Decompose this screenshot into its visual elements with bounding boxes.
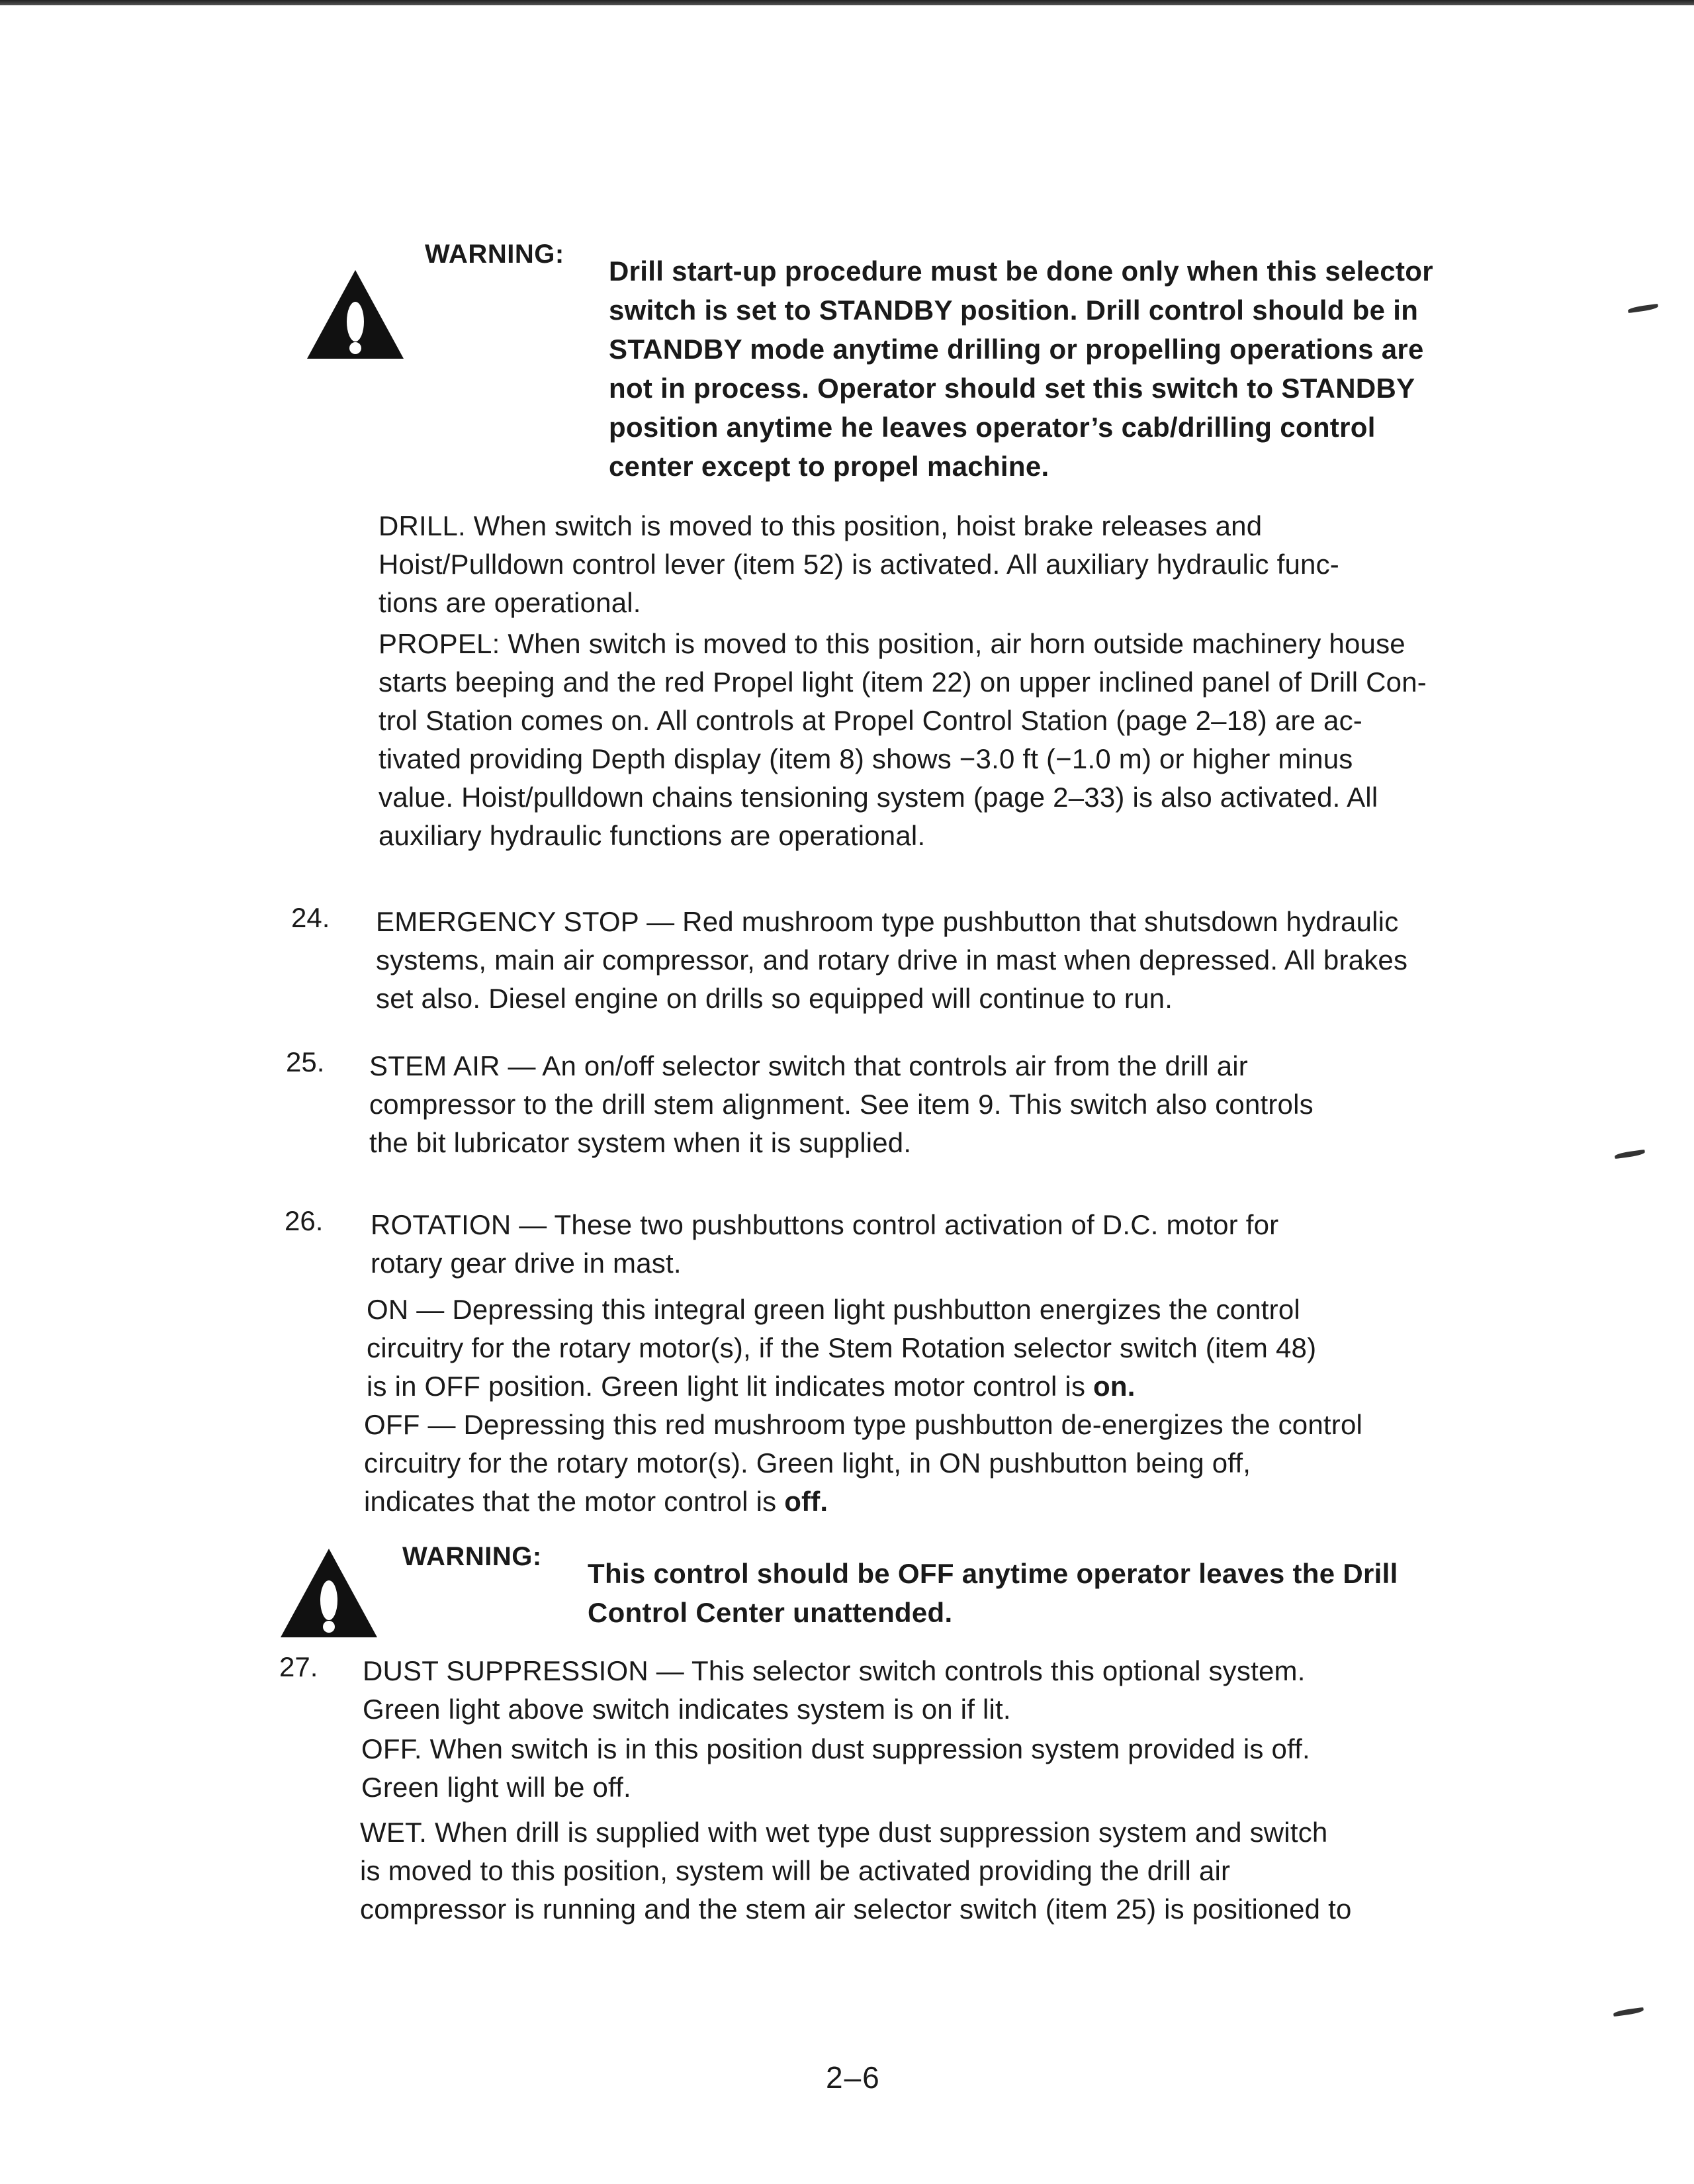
page-number: 2–6	[826, 2060, 881, 2095]
emergency-stop-paragraph: EMERGENCY STOP — Red mushroom type pushbutton that shutsdown hydraulic systems, main air compressor, and rotary drive in mast when depressed. All brakes set also. Diesel engine on drills so equipped will continue to run.	[376, 906, 1408, 1014]
margin-mark	[1613, 2007, 1644, 2017]
margin-mark	[1628, 304, 1659, 313]
margin-mark	[1615, 1150, 1646, 1159]
rotation-paragraph: ROTATION — These two pushbuttons control activation of D.C. motor for rotary gear drive in mast.	[371, 1209, 1279, 1279]
stem-air-paragraph: STEM AIR — An on/off selector switch that controls air from the drill air compressor to the drill stem alignment. See item 9. This switch also controls the bit lubricator system when it is supplied.	[369, 1050, 1314, 1158]
drill-paragraph: DRILL. When switch is moved to this position, hoist brake releases and Hoist/Pulldown control lever (item 52) is activated. All auxiliary hydraulic func- tions are operational.	[379, 510, 1339, 618]
rotation-off-paragraph: OFF — Depressing this red mushroom type pushbutton de-energizes the control circuitry for the rotary motor(s). Green light, in ON pushbutton being off, indicates that the motor control is off.	[364, 1409, 1363, 1517]
item-number: 25.	[286, 1046, 325, 1077]
warning-triangle-icon	[278, 1546, 380, 1640]
warning-text: Drill start-up procedure must be done only when this selector switch is set to STANDBY position. Drill control should be in STANDBY mode anytime drilling or propelling operations are not in process. Operator should set this switch to STANDBY position anytime he leaves operator’s cab/drilling control center except to propel machine.	[609, 255, 1433, 482]
dust-off-paragraph: OFF. When switch is in this position dust suppression system provided is off. Green light will be off.	[361, 1733, 1310, 1803]
dust-wet-paragraph: WET. When drill is supplied with wet type dust suppression system and switch is moved to this position, system will be activated providing the drill air compressor is running and the stem air selector switch (item 25) is positioned to	[360, 1817, 1352, 1925]
warning-label: WARNING:	[402, 1542, 542, 1571]
dust-suppression-paragraph: DUST SUPPRESSION — This selector switch controls this optional system. Green light above switch indicates system is on if lit.	[363, 1655, 1306, 1725]
warning-label: WARNING:	[425, 240, 564, 269]
item-number: 26.	[285, 1205, 324, 1236]
item-number: 27.	[279, 1651, 318, 1682]
propel-paragraph: PROPEL: When switch is moved to this position, air horn outside machinery house starts beeping and the red Propel light (item 22) on upper inclined panel of Drill Con- trol Station comes on. All controls at Propel Control Station (page 2–18) are ac- tivated providing Depth display (item 8) shows −3.0 ft (−1.0 m) or higher minus value. Hoist/pulldown chains tensioning system (page 2–33) is also activated. All auxiliary hydraulic functions are operational.	[379, 628, 1427, 851]
item-number: 24.	[291, 902, 330, 933]
rotation-on-paragraph: ON — Depressing this integral green light pushbutton energizes the control circuitry for the rotary motor(s), if the Stem Rotation selector switch (item 48) is in OFF position. Green light lit indicates motor control is on.	[367, 1294, 1317, 1402]
warning-triangle-icon	[304, 267, 406, 361]
top-scan-edge	[0, 0, 1694, 5]
warning-text: This control should be OFF anytime operator leaves the Drill Control Center unattended.	[588, 1558, 1398, 1628]
